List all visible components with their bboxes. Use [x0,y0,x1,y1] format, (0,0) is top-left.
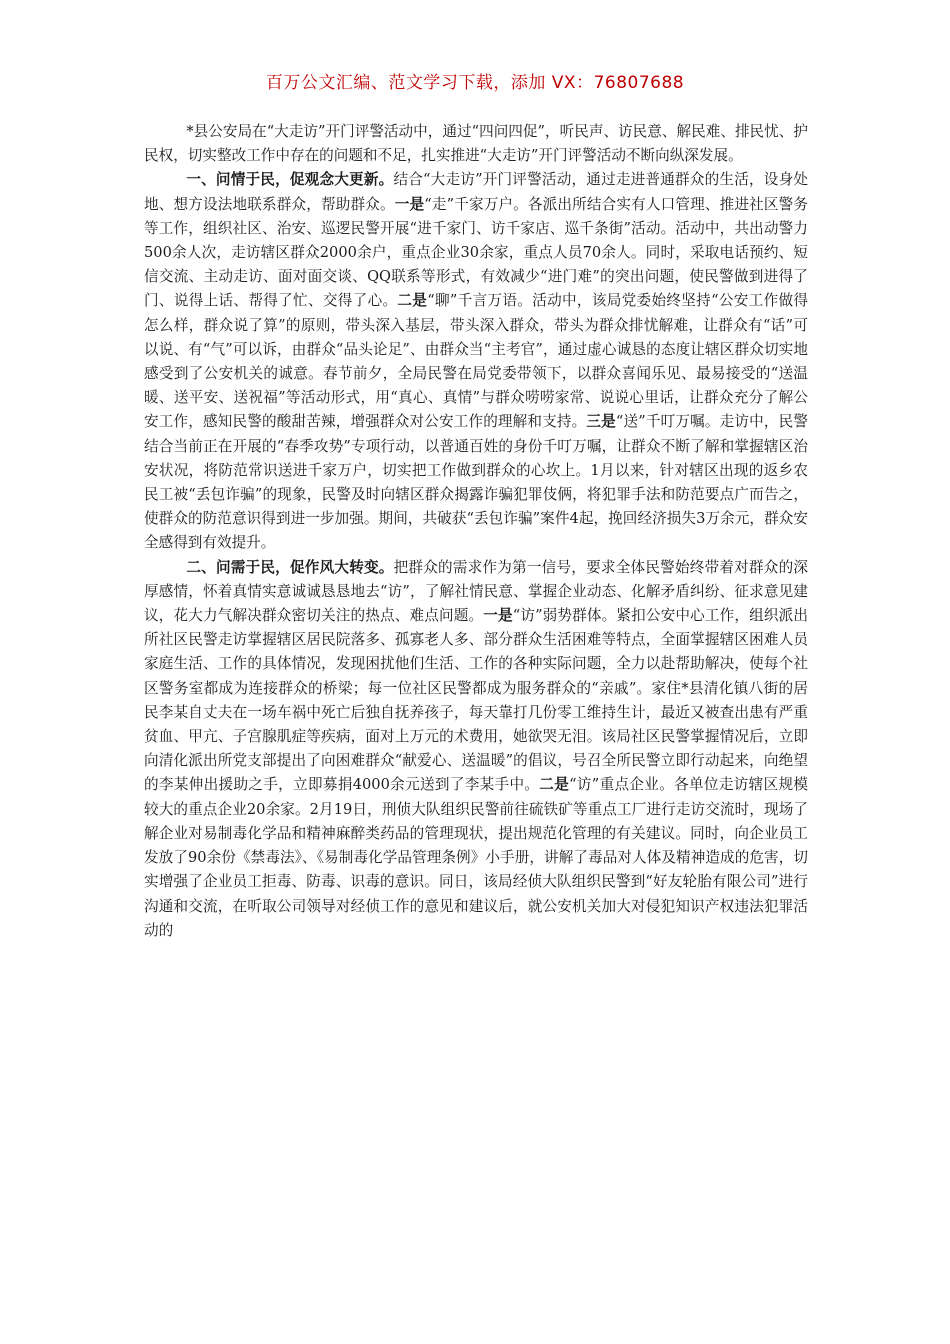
section-2-point-1-text: “访”弱势群体。紧扣公安中心工作，组织派出所社区民警走访掌握辖区居民院落多、孤寡老人多、部分群众生活困难等特点，全面掌握辖区困难人员家庭生活、工作的具体情况，发现困扰他们生活、工作的各种实际问题，全力以赴帮助解决，使每个社区警务室都成为连接群众的桥梁；每一位社区民警都成为服务群众的“亲戚”。家住*县清化镇八街的居民李某自丈夫在一场车祸中死亡后独自抚养孩子，每天靠打几份零工维持生计，最近又被查出患有严重贫血、甲亢、子宫腺肌症等疾病，面对上万元的术费用，她欲哭无泪。该局社区民警掌握情况后，立即向清化派出所党支部提出了向困难群众“献爱心、送温暖”的倡议，号召全所民警立即行动起来，向绝望的李某伸出援助之手，立即募捐4000余元送到了李某手中。 [144,607,808,794]
section-1-heading: 一、问情于民，促观念大更新。 [186,171,394,189]
section-1-point-2-text: “聊”千言万语。活动中，该局党委始终坚持“公安工作做得怎么样，群众说了算”的原则，带头深入基层，带头深入群众，带头为群众排忧解难，让群众有“话”可以说、有“气”可以诉，由群众“品头论足”、由群众当“主考官”，通过虚心诚恳的态度让辖区群众切实地感受到了公安机关的诚意。春节前夕，全局民警在局党委带领下，以群众喜闻乐见、最易接受的“送温暖、送平安、送祝福”等活动形式，用“真心、真情”与群众唠唠家常、说说心里话，让群众充分了解公安工作，感知民警的酸甜苦辣，增强群众对公安工作的理解和支持。 [144,292,808,431]
section-2-point-2-label: 二是 [539,776,570,794]
section-1-text: 结合“大走访”开门评警活动，通过走进普通群众的生活，设身处地、想方设法地联系群众，帮助群众。 [144,171,808,213]
section-1-point-3-text: “送”千叮万嘱。走访中，民警结合当前正在开展的“春季攻势”专项行动，以普通百姓的身份千叮万嘱，让群众不断了解和掌握辖区治安状况，将防范常识送进千家万户，切实把工作做到群众的心坎上。1月以来，针对辖区出现的返乡农民工被“丢包诈骗”的现象，民警及时向辖区群众揭露诈骗犯罪伎俩，将犯罪手法和防范要点广而告之，使群众的防范意识得到进一步加强。期间，共破获“丢包诈骗”案件4起，挽回经济损失3万余元，群众安全感得到有效提升。 [144,413,808,552]
section-2-paragraph [144,556,808,943]
section-1-point-3-label: 三是 [586,413,616,431]
section-1-point-2-label: 二是 [397,292,428,310]
section-2-point-2-text: “访”重点企业。各单位走访辖区规模较大的重点企业20余家。2月19日，刑侦大队组织民警前往硫铁矿等重点工厂进行走访交流时，现场了解企业对易制毒化学品和精神麻醉类药品的管理现状，提出规范化管理的有关建议。同时，向企业员工发放了90余份《禁毒法》、《易制毒化学品管理条例》小手册，讲解了毒品对人体及精神造成的危害，切实增强了企业员工拒毒、防毒、识毒的意识。同日，该局经侦大队组织民警到“好友轮胎有限公司”进行沟通和交流，在听取公司领导对经侦工作的意见和建议后，就公安机关加大对侵犯知识产权违法犯罪活动的 [144,776,808,939]
section-2-point-1-label: 一是 [483,607,513,625]
article-body [144,120,808,943]
section-1-point-1-text: “走”千家万户。各派出所结合实有人口管理、推进社区警务等工作，组织社区、治安、巡逻民警开展“进千家门、访千家店、巡千条街”活动。活动中，共出动警力500余人次，走访辖区群众2000余户，重点企业30余家，重点人员70余人。同时，采取电话预约、短信交流、主动走访、面对面交谈、QQ联系等形式，有效减少“进门难”的突出问题，使民警做到进得了门、说得上话、帮得了忙、交得了心。 [144,195,808,310]
section-1-point-1-label: 一是 [394,195,425,213]
section-1-paragraph [144,168,808,555]
download-banner: 百万公文汇编、范文学习下载，添加 VX：76807688 [265,73,685,93]
section-2-text: 把群众的需求作为第一信号，要求全体民警始终带着对群众的深厚感情，怀着真情实意诚诚恳恳地去“访”，了解社情民意、掌握企业动态、化解矛盾纠纷、征求意见建议，花大力气解决群众密切关注的热点、难点问题。 [144,558,808,625]
intro-paragraph: *县公安局在“大走访”开门评警活动中，通过“四问四促”，听民声、访民意、解民难、排民忧、护民权，切实整改工作中存在的问题和不足，扎实推进“大走访”开门评警活动不断向纵深发展。 [144,123,808,165]
section-2-heading: 二、问需于民，促作风大转变。 [186,558,394,576]
